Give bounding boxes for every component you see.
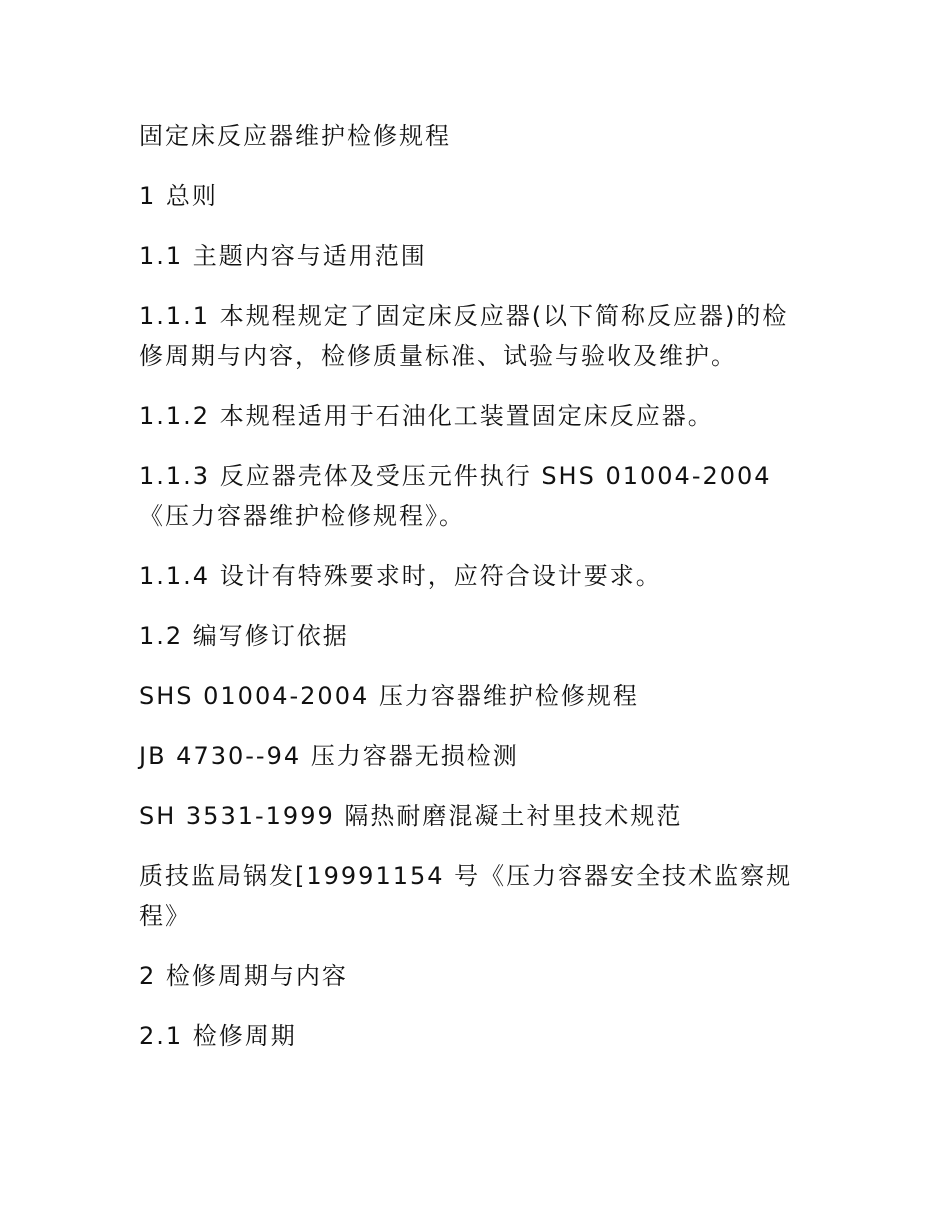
section-heading-1-2	[139, 616, 819, 656]
section-heading-1-1	[139, 236, 819, 276]
text-line: 程》	[139, 902, 191, 930]
text-line: SH 3531-1999 隔热耐磨混凝土衬里技术规范	[139, 802, 683, 830]
text-line: 1.1.3 反应器壳体及受压元件执行 SHS 01004-2004	[139, 462, 772, 490]
text-line: 固定床反应器维护检修规程	[139, 122, 451, 150]
reference-item	[139, 736, 819, 776]
text-line: 《压力容器维护检修规程》。	[139, 502, 465, 530]
clause-1-1-2	[139, 396, 819, 436]
text-line: 1.2 编写修订依据	[139, 622, 349, 650]
text-line: 2 检修周期与内容	[139, 962, 348, 990]
clause-1-1-1	[139, 296, 819, 376]
reference-item	[139, 856, 819, 936]
section-heading-2	[139, 956, 819, 996]
clause-1-1-4	[139, 556, 819, 596]
document-title	[139, 116, 819, 156]
section-heading-2-1	[139, 1016, 819, 1056]
reference-item	[139, 796, 819, 836]
document-body	[139, 116, 819, 1076]
text-line: 2.1 检修周期	[139, 1022, 297, 1050]
clause-1-1-3	[139, 456, 819, 536]
text-line: SHS 01004-2004 压力容器维护检修规程	[139, 682, 639, 710]
text-line: 1.1.1 本规程规定了固定床反应器(以下简称反应器)的检	[139, 302, 789, 330]
text-line: 1 总则	[139, 182, 218, 210]
text-line: 质技监局锅发[19991154 号《压力容器安全技术监察规	[139, 862, 793, 890]
text-line: 修周期与内容，检修质量标准、试验与验收及维护。	[139, 342, 737, 370]
section-heading-1	[139, 176, 819, 216]
text-line: 1.1 主题内容与适用范围	[139, 242, 427, 270]
reference-item	[139, 676, 819, 716]
text-line: JB 4730--94 压力容器无损检测	[139, 742, 519, 770]
text-line: 1.1.4 设计有特殊要求时，应符合设计要求。	[139, 562, 662, 590]
text-line: 1.1.2 本规程适用于石油化工装置固定床反应器。	[139, 402, 714, 430]
